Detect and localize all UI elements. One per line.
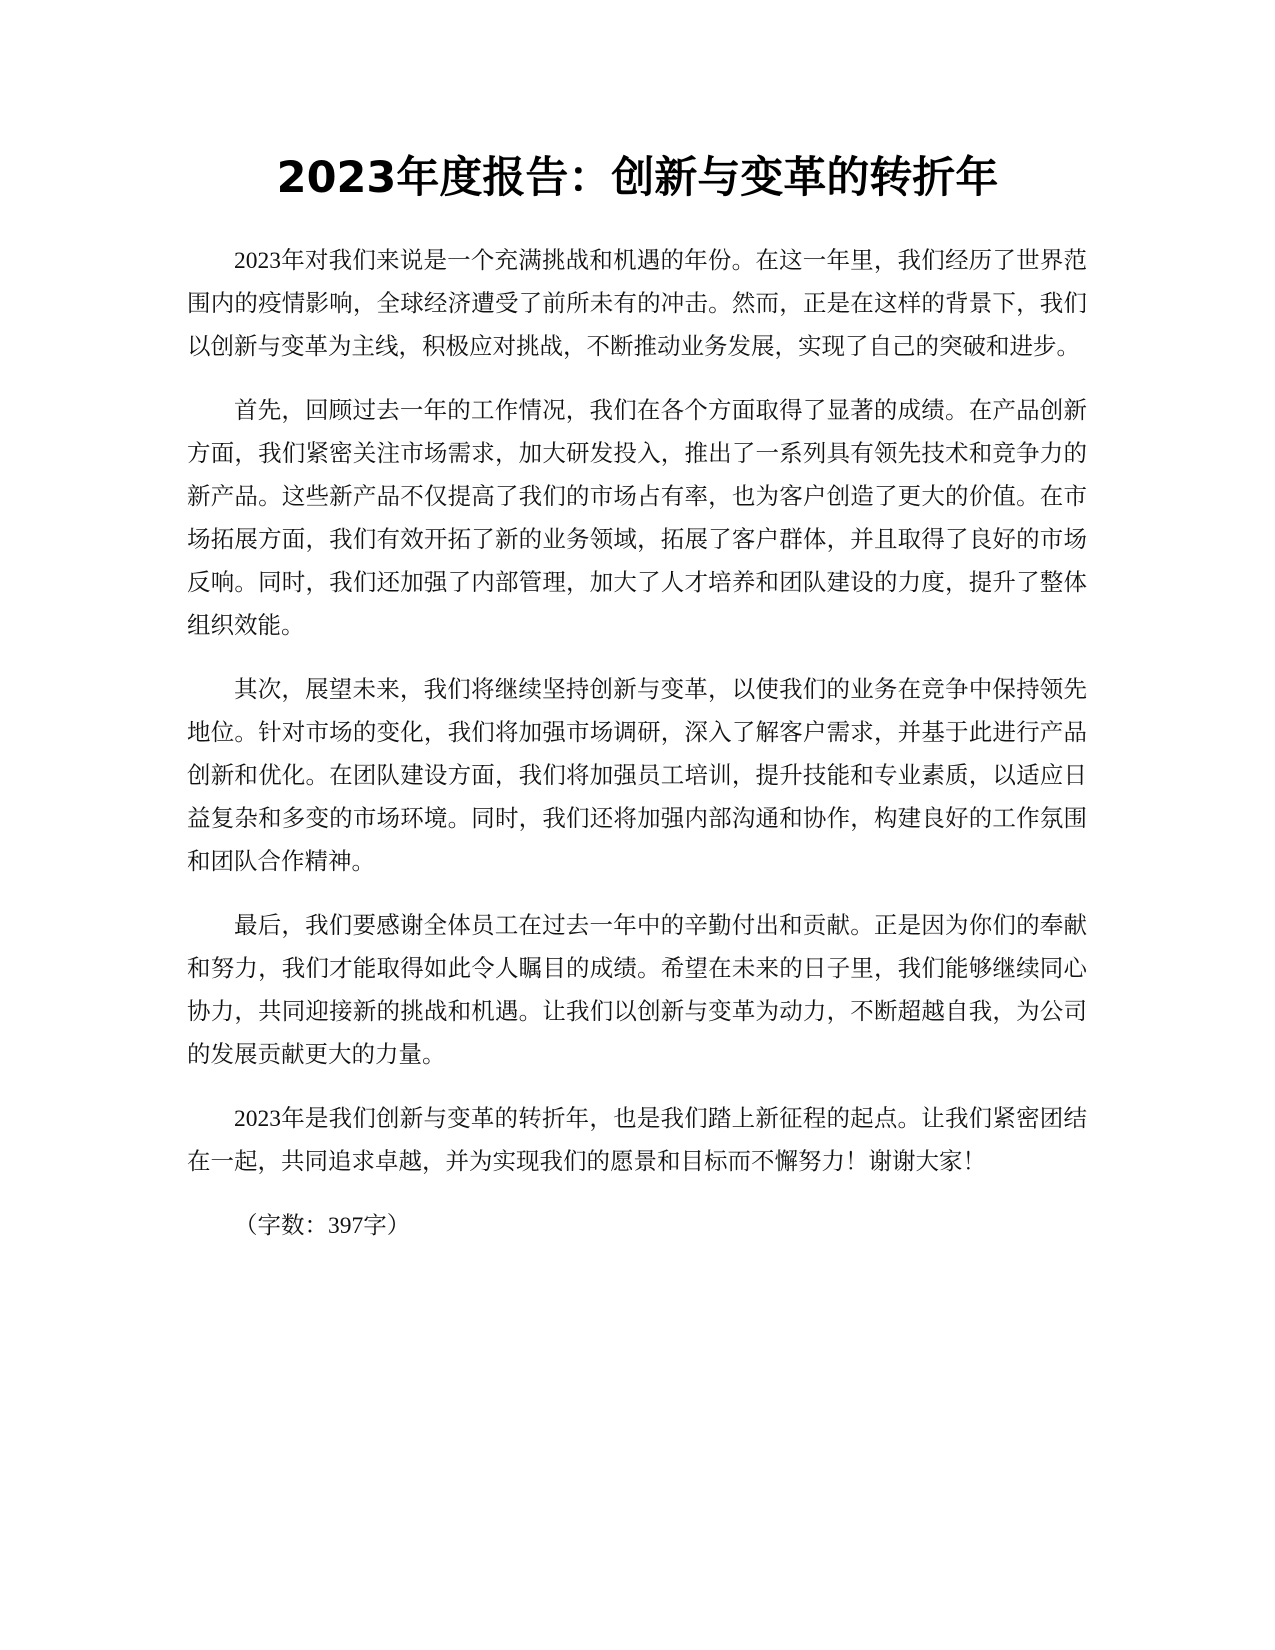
paragraph-closing: 2023年是我们创新与变革的转折年，也是我们踏上新征程的起点。让我们紧密团结在一起，共同追求卓越，并为实现我们的愿景和目标而不懈努力！谢谢大家！ bbox=[187, 1106, 1087, 1175]
paragraph-thanks: 最后，我们要感谢全体员工在过去一年中的辛勤付出和贡献。正是因为你们的奉献和努力，我们才能取得如此令人瞩目的成绩。希望在未来的日子里，我们能够继续同心协力，共同迎接新的挑战和机遇。让我们以创新与变革为动力，不断超越自我，为公司的发展贡献更大的力量。 bbox=[187, 913, 1087, 1068]
paragraph-intro: 2023年对我们来说是一个充满挑战和机遇的年份。在这一年里，我们经历了世界范围内的疫情影响，全球经济遭受了前所未有的冲击。然而，正是在这样的背景下，我们以创新与变革为主线，积极应对挑战，不断推动业务发展，实现了自己的突破和进步。 bbox=[187, 248, 1087, 360]
word-count: （字数：397字） bbox=[234, 1213, 411, 1239]
document-title: 2023年度报告：创新与变革的转折年 bbox=[276, 153, 999, 203]
paragraph-outlook: 其次，展望未来，我们将继续坚持创新与变革，以使我们的业务在竞争中保持领先地位。针对市场的变化，我们将加强市场调研，深入了解客户需求，并基于此进行产品创新和优化。在团队建设方面，我们将加强员工培训，提升技能和专业素质，以适应日益复杂和多变的市场环境。同时，我们还将加强内部沟通和协作，构建良好的工作氛围和团队合作精神。 bbox=[187, 677, 1087, 875]
paragraph-review: 首先，回顾过去一年的工作情况，我们在各个方面取得了显著的成绩。在产品创新方面，我们紧密关注市场需求，加大研发投入，推出了一系列具有领先技术和竞争力的新产品。这些新产品不仅提高了我们的市场占有率，也为客户创造了更大的价值。在市场拓展方面，我们有效开拓了新的业务领域，拓展了客户群体，并且取得了良好的市场反响。同时，我们还加强了内部管理，加大了人才培养和团队建设的力度，提升了整体组织效能。 bbox=[187, 398, 1087, 639]
document-body bbox=[187, 240, 1087, 1248]
